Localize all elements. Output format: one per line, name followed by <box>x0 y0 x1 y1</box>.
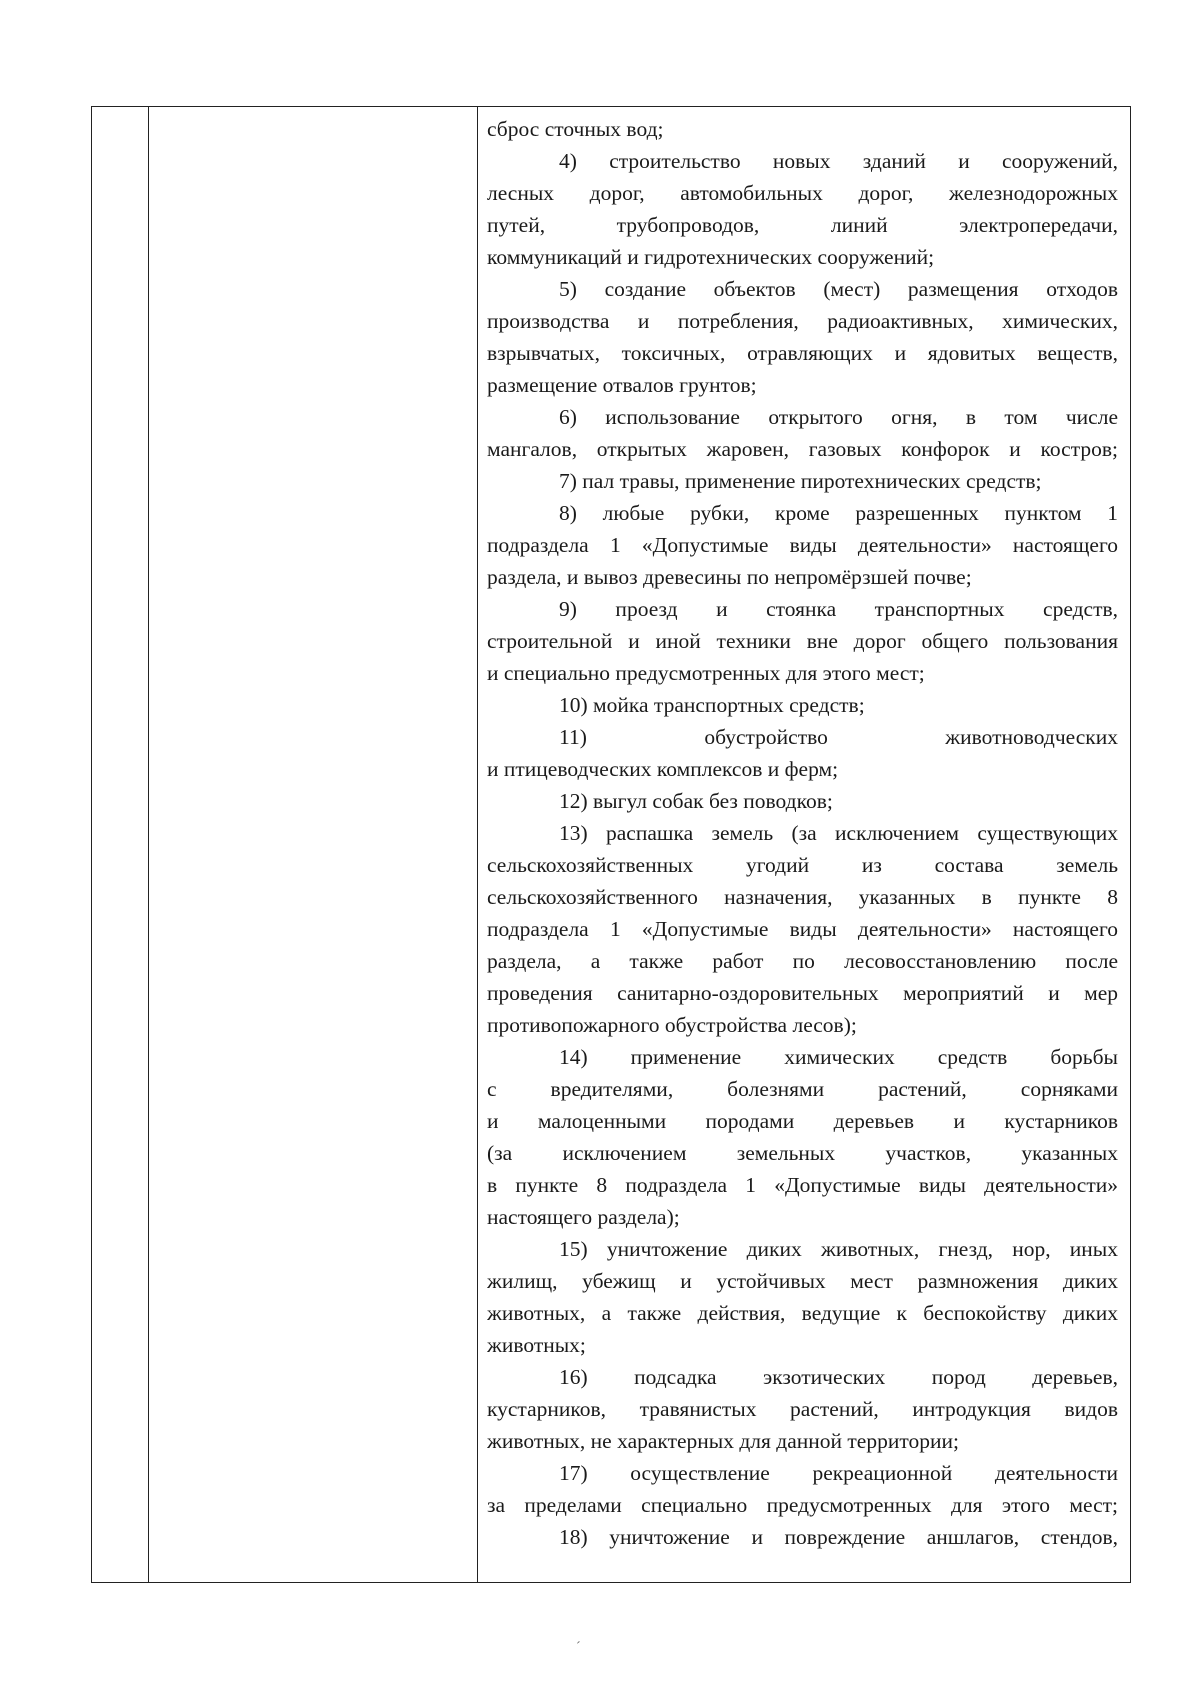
text-line: за пределами специально предусмотренных для этого мест; <box>487 1493 1118 1517</box>
text-line: 5) создание объектов (мест) размещения отходов <box>559 277 1118 301</box>
text-line: путей, трубопроводов, линий электропередачи, <box>487 213 1118 237</box>
text-line: настоящего раздела); <box>487 1205 680 1229</box>
text-line: размещение отвалов грунтов; <box>487 373 757 397</box>
text-line: производства и потребления, радиоактивных, химических, <box>487 309 1118 333</box>
text-line: строительной и иной техники вне дорог общего пользования <box>487 629 1118 653</box>
text-line: раздела, а также работ по лесовосстановлению после <box>487 949 1118 973</box>
text-line: сброс сточных вод; <box>487 117 664 141</box>
text-line: 8) любые рубки, кроме разрешенных пунктом 1 <box>559 501 1118 525</box>
text-line: и малоценными породами деревьев и кустарников <box>487 1109 1118 1133</box>
text-line: 9) проезд и стоянка транспортных средств, <box>559 597 1118 621</box>
text-line: проведения санитарно-оздоровительных мероприятий и мер <box>487 981 1118 1005</box>
text-line: жилищ, убежищ и устойчивых мест размножения диких <box>487 1269 1118 1293</box>
text-line: (за исключением земельных участков, указанных <box>487 1141 1118 1165</box>
text-line: раздела, и вывоз древесины по непромёрзшей почве; <box>487 565 972 589</box>
text-line: животных; <box>487 1333 586 1357</box>
text-line: 11) обустройство животноводческих <box>559 725 1118 749</box>
text-line: коммуникаций и гидротехнических сооружений; <box>487 245 935 269</box>
text-line: 16) подсадка экзотических пород деревьев, <box>559 1365 1118 1389</box>
text-line: 18) уничтожение и повреждение аншлагов, стендов, <box>559 1525 1118 1549</box>
text-line: 14) применение химических средств борьбы <box>559 1045 1118 1069</box>
text-line: с вредителями, болезнями растений, сорняками <box>487 1077 1118 1101</box>
text-line: подраздела 1 «Допустимые виды деятельности» настоящего <box>487 533 1118 557</box>
text-line: 10) мойка транспортных средств; <box>559 693 865 717</box>
text-line: противопожарного обустройства лесов); <box>487 1013 857 1037</box>
scan-artifact-mark: ´ <box>576 1640 581 1655</box>
text-line: в пункте 8 подраздела 1 «Допустимые виды деятельности» <box>487 1173 1118 1197</box>
text-line: лесных дорог, автомобильных дорог, железнодорожных <box>487 181 1118 205</box>
text-line: и специально предусмотренных для этого мест; <box>487 661 925 685</box>
prohibited-activities-cell <box>487 113 1118 1553</box>
text-line: взрывчатых, токсичных, отравляющих и ядовитых веществ, <box>487 341 1118 365</box>
document-table <box>91 106 1131 1583</box>
column-divider-2 <box>477 107 478 1582</box>
text-line: 6) использование открытого огня, в том числе <box>559 405 1118 429</box>
text-line: 4) строительство новых зданий и сооружений, <box>559 149 1118 173</box>
column-divider-1 <box>148 107 149 1582</box>
text-line: сельскохозяйственных угодий из состава земель <box>487 853 1118 877</box>
text-line: и птицеводческих комплексов и ферм; <box>487 757 839 781</box>
text-line: кустарников, травянистых растений, интродукция видов <box>487 1397 1118 1421</box>
text-line: 13) распашка земель (за исключением существующих <box>559 821 1118 845</box>
text-line: мангалов, открытых жаровен, газовых конфорок и костров; <box>487 437 1118 461</box>
text-line: сельскохозяйственного назначения, указанных в пункте 8 <box>487 885 1118 909</box>
text-line: подраздела 1 «Допустимые виды деятельности» настоящего <box>487 917 1118 941</box>
text-line: 12) выгул собак без поводков; <box>559 789 833 813</box>
text-line: животных, а также действия, ведущие к беспокойству диких <box>487 1301 1118 1325</box>
text-line: 17) осуществление рекреационной деятельности <box>559 1461 1118 1485</box>
text-line: 15) уничтожение диких животных, гнезд, нор, иных <box>559 1237 1118 1261</box>
text-line: животных, не характерных для данной территории; <box>487 1429 959 1453</box>
text-line: 7) пал травы, применение пиротехнических средств; <box>559 469 1042 493</box>
